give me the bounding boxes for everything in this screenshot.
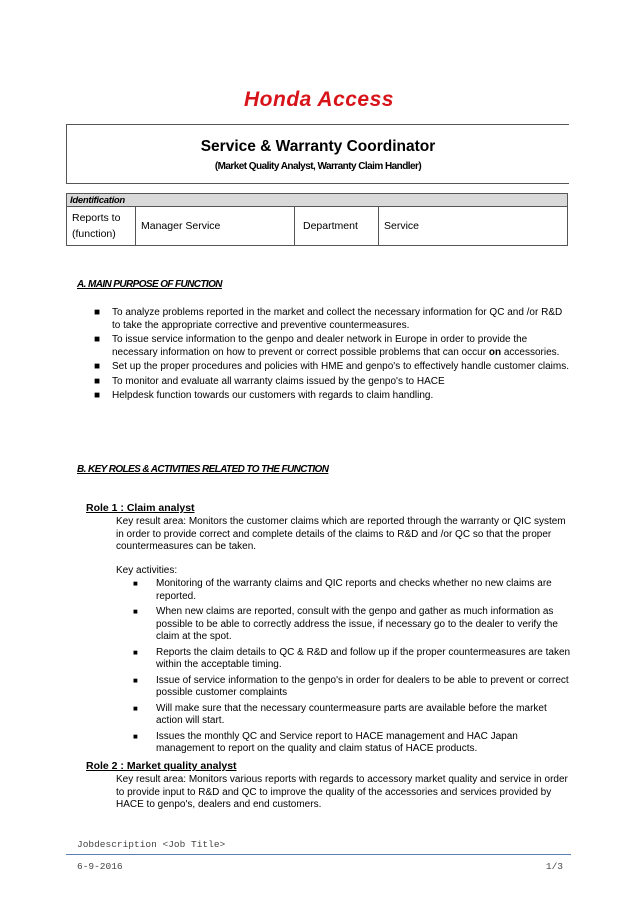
square-bullet-icon: ■ xyxy=(133,703,138,713)
list-item: ■ To issue service information to the genpo and dealer network in Europe in order to provide the necessary information on how to prevent or correct possible problems that can occur on accessories. xyxy=(94,334,560,358)
role1-activities-list xyxy=(133,578,575,759)
department-label: Department xyxy=(295,207,379,246)
title-box xyxy=(66,124,569,184)
footer-divider xyxy=(66,854,571,855)
square-bullet-icon: ■ xyxy=(133,731,138,741)
list-item: ■ To monitor and evaluate all warranty claims issued by the genpo's to HACE xyxy=(94,375,445,387)
role1-activities-label: Key activities: xyxy=(116,565,178,576)
document-subtitle: (Market Quality Analyst, Warranty Claim Handler) xyxy=(214,161,422,172)
list-item: ■ Issues the monthly QC and Service report to HACE management and HAC Japan management to report on the quality and claim status of HACE products. xyxy=(133,730,518,754)
list-item: ■ When new claims are reported, consult with the genpo and gather as much information as possible to be able to correctly address the issue, if necessary go to the dealer to verify the claim at the spot. xyxy=(133,606,558,642)
section-a-heading: A. MAIN PURPOSE OF FUNCTION xyxy=(77,279,222,290)
square-bullet-icon: ■ xyxy=(94,361,101,372)
company-logo: Honda Access xyxy=(244,88,394,111)
list-item: ■ Set up the proper procedures and policies with HME and genpo's to effectively handle customer claims. xyxy=(94,361,569,372)
square-bullet-icon: ■ xyxy=(133,607,138,616)
list-item: ■ Will make sure that the necessary countermeasure parts are available before the market action will start. xyxy=(133,702,547,726)
square-bullet-icon: ■ xyxy=(94,307,101,318)
footer-doc-title: Jobdescription <Job Title> xyxy=(77,839,226,850)
square-bullet-icon: ■ xyxy=(133,579,138,588)
purpose-list xyxy=(94,307,572,405)
reports-to-label: Reports to (function) xyxy=(67,207,136,246)
square-bullet-icon: ■ xyxy=(133,647,138,657)
list-item: ■ Issue of service information to the genpo's in order for dealers to be able to prevent or correct possible customer complaints xyxy=(133,674,569,698)
list-item: ■ Reports the claim details to QC & R&D and follow up if the proper countermeasures are taken within the acceptable timing. xyxy=(133,646,571,670)
square-bullet-icon: ■ xyxy=(133,675,138,685)
role1-key-result: Key result area: Monitors the customer claims which are reported through the warranty or QIC system in order to provide correct and complete details of the claims to R&D and /or QC so that the proper countermeasures can be taken. xyxy=(116,516,566,552)
department-value: Service xyxy=(379,207,568,246)
section-b-heading: B. KEY ROLES & ACTIVITIES RELATED TO THE FUNCTION xyxy=(77,464,329,475)
footer-date: 6-9-2016 xyxy=(77,861,123,872)
square-bullet-icon: ■ xyxy=(94,334,101,345)
emphasis-text: on xyxy=(488,346,502,358)
list-item: ■ Helpdesk function towards our customers with regards to claim handling. xyxy=(94,390,434,401)
identification-table xyxy=(66,193,568,246)
reports-to-value: Manager Service xyxy=(136,207,295,246)
square-bullet-icon: ■ xyxy=(94,375,101,387)
list-item: ■ To analyze problems reported in the market and collect the necessary information for QC and /or R&D to take the appropriate corrective and preventive countermeasures. xyxy=(94,307,563,331)
list-item: ■ Monitoring of the warranty claims and QIC reports and checks whether no new claims are reported. xyxy=(133,578,552,602)
square-bullet-icon: ■ xyxy=(94,390,101,401)
role1-title: Role 1 : Claim analyst xyxy=(86,502,195,514)
document-title: Service & Warranty Coordinator xyxy=(200,138,436,155)
role2-key-result: Key result area: Monitors various reports with regards to accessory market quality and service in order to provide input to R&D and QC to improve the quality of the accessories and services provided by HACE to genpo's, dealers and end customers. xyxy=(116,774,568,810)
identification-header: Identification xyxy=(67,194,568,207)
footer-page-number: 1/3 xyxy=(545,861,563,872)
role2-title: Role 2 : Market quality analyst xyxy=(86,760,237,772)
